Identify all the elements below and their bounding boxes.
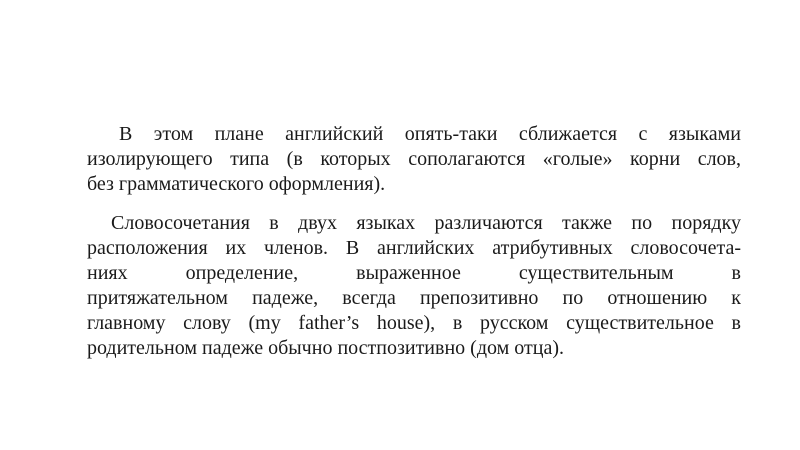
paragraph-2-line-2: расположения их членов. В английских атрибутивных словосочета- bbox=[87, 237, 741, 259]
paragraph-1-line-3: без грамматического оформления). bbox=[87, 173, 386, 195]
text-body bbox=[87, 122, 741, 361]
paragraph-1-line-2: изолирующего типа (в которых сополагаются «голые» корни слов, bbox=[87, 148, 741, 170]
paragraph-gap bbox=[87, 197, 741, 211]
paragraph-2-line-3: ниях определение, выраженное существительным в bbox=[87, 262, 741, 284]
paragraph-2-line-6: родительном падеже обычно постпозитивно (дом отца). bbox=[87, 337, 564, 359]
paragraph-1 bbox=[87, 122, 741, 197]
paragraph-2 bbox=[87, 211, 741, 361]
paragraph-2-line-4: притяжательном падеже, всегда препозитивно по отношению к bbox=[87, 287, 741, 309]
paragraph-1-line-1: В этом плане английский опять-таки сближается с языками bbox=[119, 123, 741, 145]
paragraph-2-line-5: главному слову (my father’s house), в русском существительное в bbox=[87, 312, 741, 334]
paragraph-2-line-1: Словосочетания в двух языках различаются также по порядку bbox=[111, 212, 741, 234]
